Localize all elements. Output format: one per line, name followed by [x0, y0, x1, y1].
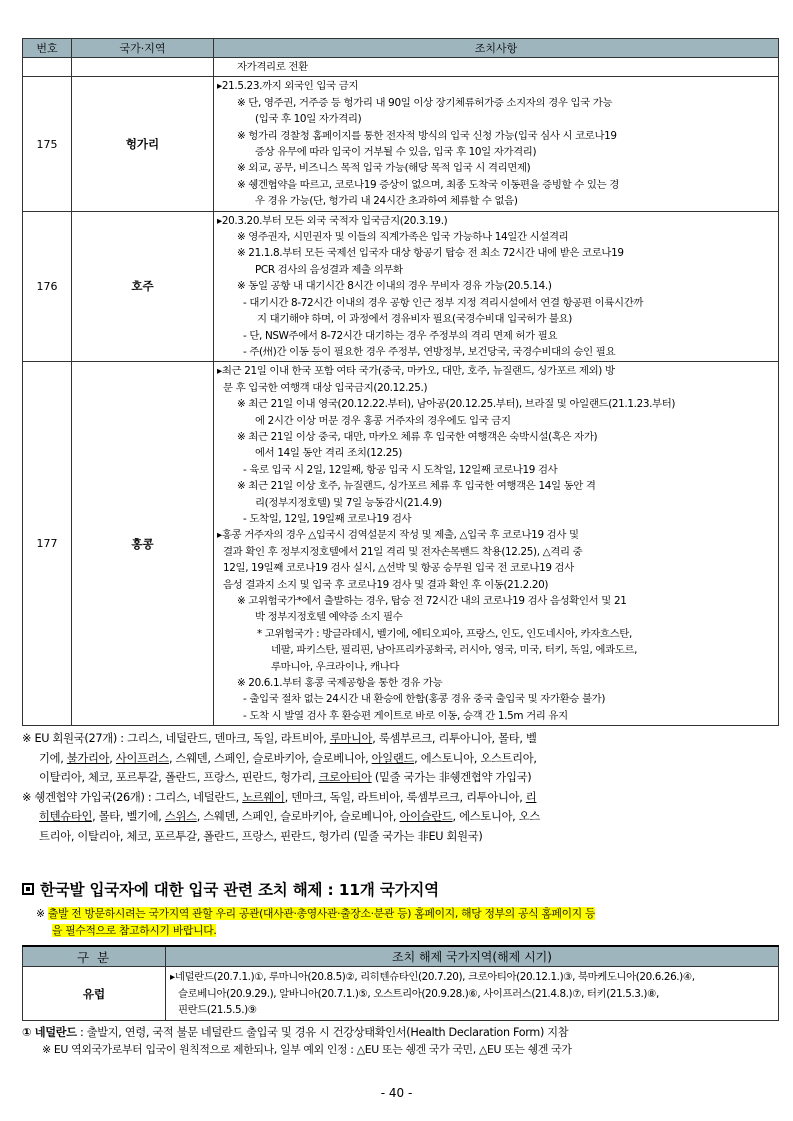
measure-line: - 단, NSW주에서 8-72시간 대기하는 경우 주정부의 격리 면제 허가 필요 [243, 329, 558, 342]
eu-note-line: ※ EU 회원국(27개) : 그리스, 네덜란드, 덴마크, 독일, 라트비아, 루마니아, 룩셈부르크, 리투아니아, 몰타, 벨 [22, 732, 537, 746]
schengen-note-line: 트리아, 이탈리아, 체코, 포르투갈, 폴란드, 프랑스, 핀란드, 헝가리 (밑줄 국가는 非EU 회원국) [39, 829, 483, 843]
header-country: 국가·지역 [72, 39, 214, 58]
cell-measures [214, 362, 779, 726]
schengen-note-line: 히텐슈타인, 몰타, 벨기에, 스위스, 스웨덴, 스페인, 슬로바키아, 슬로베니아, 아이슬란드, 에스토니아, 오스 [39, 810, 540, 824]
measure-line: - 도착 시 발열 검사 후 환승편 게이트로 바로 이동, 승객 간 1.5m 거리 유지 [243, 709, 568, 722]
measure-line: ※ 최근 21일 이내 영국(20.12.22.부터), 남아공(20.12.25.부터), 브라질 및 아일랜드(21.1.23.부터) [237, 398, 676, 411]
table-row-continuation [23, 58, 779, 77]
measure-line: 네팔, 파키스탄, 필리핀, 남아프리카공화국, 러시아, 영국, 미국, 터키, 독일, 에콰도르, [271, 644, 638, 657]
measure-line: ※ 고위험국가*에서 출발하는 경우, 탑승 전 72시간 내의 코로나19 검사 음성확인서 및 21 [237, 595, 627, 607]
measure-line: 증상 유무에 따라 입국이 거부될 수 있음, 입국 후 10일 자가격리) [255, 146, 537, 159]
measure-line: - 대기시간 8-72시간 이내의 경우 공항 인근 정부 지정 격리시설에서 연결 항공편 이륙시간까 [243, 296, 644, 309]
measure-line: 에 2시간 이상 머문 경우 홍콩 거주자의 경우에도 입국 금지 [255, 414, 511, 427]
measure-line: * 고위험국가 : 방글라데시, 벨기에, 에티오피아, 프랑스, 인도, 인도네시아, 카자흐스탄, [257, 627, 632, 640]
cell-country: 홍콩 [72, 362, 214, 726]
measure-line: - 주(州)간 이동 등이 필요한 경우 주정부, 연방정부, 보건당국, 국경수비대의 승인 필요 [243, 345, 616, 358]
cell-region: 유럽 [23, 967, 166, 1021]
cell-empty [23, 58, 72, 77]
table-row-hongkong [23, 362, 779, 726]
cell-num: 175 [23, 77, 72, 211]
eu-note-line: 이탈리아, 체코, 포르투갈, 폴란드, 프랑스, 핀란드, 헝가리, 크로아티아 (밑줄 국가는 非쉥겐협약 가입국) [39, 771, 532, 785]
cell-measures [214, 77, 779, 211]
schengen-note-line: ※ 쉥겐협약 가입국(26개) : 그리스, 네덜란드, 노르웨이, 덴마크, 독일, 라트비아, 룩셈부르크, 리투아니아, 리 [22, 790, 537, 804]
measure-line: PCR 검사의 음성결과 제출 의무화 [255, 263, 403, 276]
cell-num: 176 [23, 211, 72, 362]
footnote-netherlands [22, 1024, 778, 1041]
measure-line: 우 경유 가능(단, 헝가리 내 24시간 초과하여 체류할 수 없음) [255, 195, 518, 208]
header-countries: 조치 해제 국가지역(해제 시기) [166, 946, 779, 967]
measure-line: ※ 동일 공항 내 대기시간 8시간 이내의 경우 무비자 경유 가능(20.5.14.) [237, 280, 552, 293]
measure-line: ※ 외교, 공무, 비즈니스 목적 입국 가능(해당 목적 입국 시 격리면제) [237, 162, 531, 175]
measure-line: ※ 쉥겐협약을 따르고, 코로나19 증상이 없으며, 최종 도착국 이동편을 증빙할 수 있는 경 [237, 178, 619, 191]
measure-line: - 출입국 절차 없는 24시간 내 환승에 한함(홍콩 경유 중국 출입국 및 자가환승 불가) [243, 693, 606, 706]
cell-country: 헝가리 [72, 77, 214, 211]
measure-line: ▸홍콩 거주자의 경우 △입국시 검역설문지 작성 및 제출, △입국 후 코로나19 검사 및 [217, 529, 579, 542]
measure-line: 에서 14일 동안 격리 조치(12.25) [255, 447, 402, 460]
measure-line: 루마니아, 우크라이나, 캐나다 [271, 660, 400, 673]
measure-line: 12일, 19일째 코로나19 검사 실시, △선박 및 항공 승무원 입국 전 코로나19 검사 [223, 562, 574, 575]
measure-line: ※ 영주권자, 시민권자 및 이들의 직계가족은 입국 가능하나 14일간 시설격리 [237, 231, 569, 244]
measure-line: ※ 21.1.8.부터 모든 국제선 입국자 대상 항공기 탑승 전 최소 72시간 내에 받은 코로나19 [237, 247, 624, 260]
eu-note-line: 기에, 불가리아, 사이프러스, 스웨덴, 스페인, 슬로바키아, 슬로베니아, 아일랜드, 에스토니아, 오스트리아, [39, 751, 537, 765]
footnote-sub: ※ EU 역외국가로부터 입국이 원칙적으로 제한되나, 일부 예외 인정 : △EU 또는 쉥겐 국가 국민, △EU 또는 쉥겐 국가 [42, 1042, 572, 1056]
measure-line: ▸21.5.23.까지 외국인 입국 금지 [217, 80, 359, 93]
footnote-marker: ① 네덜란드 [22, 1025, 77, 1039]
table-row-europe [23, 967, 779, 1021]
cell-measures [214, 211, 779, 362]
measure-line: - 육로 입국 시 2일, 12일째, 항공 입국 시 도착일, 12일째 코로나19 검사 [243, 463, 558, 476]
measure-line: 리(정부지정호텔) 및 7일 능동감시(21.4.9) [255, 496, 442, 509]
advice-line: 출발 전 방문하시려는 국가지역 관할 우리 공관(대사관·총영사관·출장소·분관 등) 홈페이지, 해당 정부의 공식 홈페이지 등 [47, 907, 596, 921]
measure-line: ▸최근 21일 이내 한국 포함 여타 국가(중국, 마카오, 대만, 호주, 뉴질랜드, 싱가포르 제외) 방 [217, 365, 615, 378]
measure-line: 지 대기해야 하며, 이 과정에서 경유비자 필요(국경수비대 입국허가 불요) [257, 313, 572, 326]
cell-continuation [214, 58, 779, 77]
measure-line: ※ 단, 영주권, 거주증 등 헝가리 내 90일 이상 장기체류허가증 소지자의 경우 입국 가능 [237, 96, 613, 109]
header-group: 구 분 [23, 946, 166, 967]
measure-line: - 도착일, 12일, 19일째 코로나19 검사 [243, 512, 412, 525]
measure-line: 음성 결과지 소지 및 입국 후 코로나19 검사 및 결과 확인 후 이동(21.2.20) [223, 578, 549, 591]
measures-table [22, 38, 779, 726]
measure-line: ▸20.3.20.부터 모든 외국 국적자 입국금지(20.3.19.) [217, 214, 448, 227]
cell-empty [72, 58, 214, 77]
header-measures: 조치사항 [214, 39, 779, 58]
measure-line: 문 후 입국한 여행객 대상 입국금지(20.12.25.) [223, 381, 428, 394]
footnote-text: : 출발지, 연령, 국적 불문 네덜란드 출입국 및 경유 시 건강상태확인서(Health Declaration Form) 지참 [76, 1025, 569, 1039]
page-number: - 40 - [380, 1086, 413, 1100]
lift-line: 핀란드(21.5.5.)⑨ [178, 1004, 257, 1017]
lifted-measures-table [22, 945, 779, 1021]
measure-line: ※ 최근 21일 이상 호주, 뉴질랜드, 싱가포르 체류 후 입국한 여행객은 14일 동안 격 [237, 480, 596, 493]
lift-line: 슬로베니아(20.9.29.), 알바니아(20.7.1.)⑤, 오스트리아(20.9.28.)⑥, 사이프러스(21.4.8.)⑦, 터키(21.5.3.)⑧, [178, 987, 659, 1000]
cell-num: 177 [23, 362, 72, 726]
section-heading [22, 878, 778, 900]
document-page [22, 38, 778, 1058]
measure-line: 자가격리로 전환 [237, 61, 308, 73]
measure-line: (입국 후 10일 자가격리) [255, 113, 362, 126]
measure-line: 결과 확인 후 정부지정호텔에서 21일 격리 및 전자손목밴드 착용(12.25), △격리 중 [223, 545, 583, 558]
cell-country: 호주 [72, 211, 214, 362]
cell-lifted-countries [166, 967, 779, 1021]
eu-schengen-notes [22, 729, 778, 846]
measure-line: ※ 헝가리 경찰청 홈페이지를 통한 전자적 방식의 입국 신청 가능(입국 심사 시 코로나19 [237, 129, 617, 142]
advice-line: 을 필수적으로 참고하시기 바랍니다. [52, 923, 217, 937]
lift-line: ▸네덜란드(20.7.1.)①, 루마니아(20.8.5)②, 리히텐슈타인(20.7.20), 크로아티아(20.12.1.)③, 북마케도니아(20.6.26.)④, [170, 971, 695, 984]
section-title: 한국발 입국자에 대한 입국 관련 조치 해제 : 11개 국가지역 [40, 881, 439, 900]
table-header-row [23, 946, 779, 967]
advice-note [36, 906, 778, 939]
table-row-hungary [23, 77, 779, 211]
measure-line: ※ 20.6.1.부터 홍콩 국제공항을 통한 경유 가능 [237, 677, 443, 690]
square-bullet-icon [22, 883, 34, 895]
note-mark: ※ [36, 907, 45, 921]
measure-line: 박 정부지정호텔 예약증 소지 필수 [255, 611, 403, 624]
header-num: 번호 [23, 39, 72, 58]
table-row-australia [23, 211, 779, 362]
table-header-row [23, 39, 779, 58]
measure-line: ※ 최근 21일 이상 중국, 대만, 마카오 체류 후 입국한 여행객은 숙박시설(혹은 자가) [237, 430, 598, 443]
